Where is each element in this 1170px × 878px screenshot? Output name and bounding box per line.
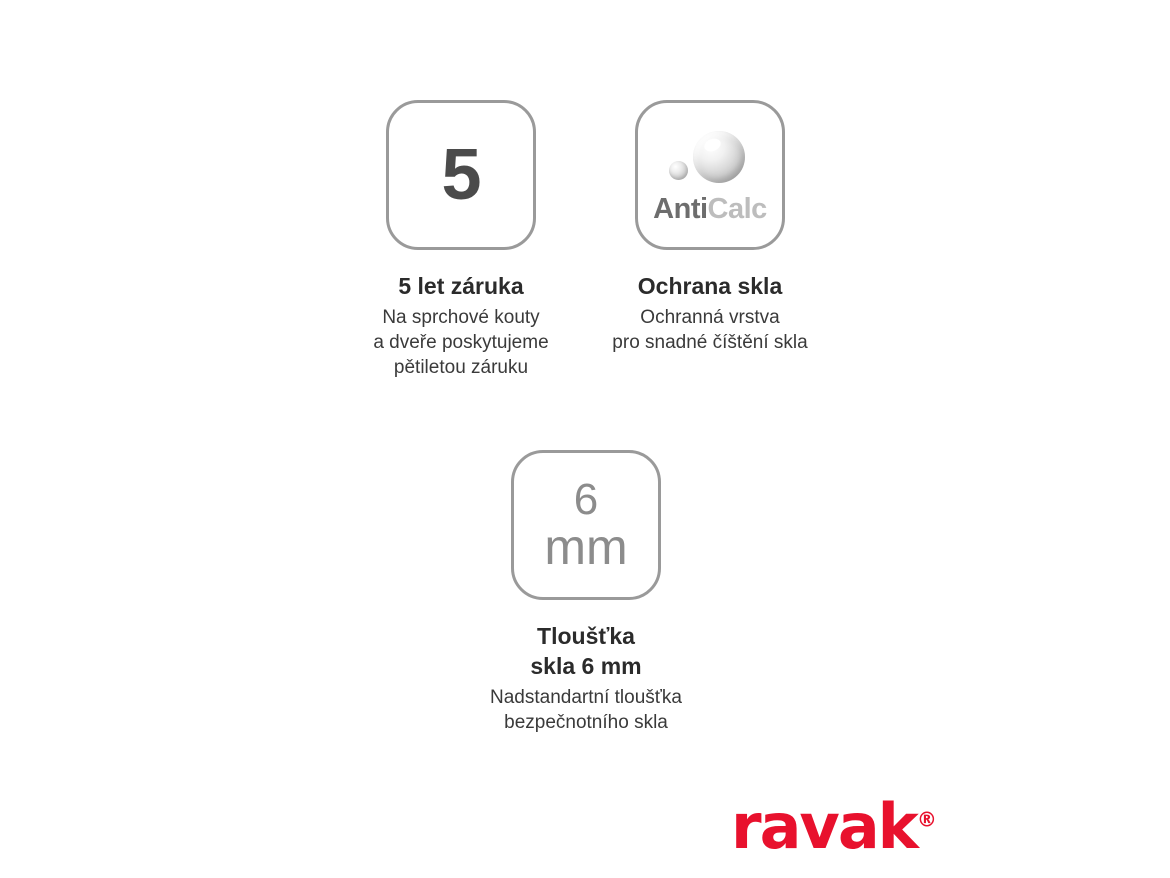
- warranty-badge-number: 5: [441, 135, 481, 215]
- thickness-badge-unit: mm: [544, 519, 628, 576]
- thickness-title: [461, 622, 711, 682]
- anticalc-graphic: [638, 103, 782, 247]
- glass-protection-description: [585, 305, 835, 355]
- warranty-description-line-1: Na sprchové kouty: [382, 306, 540, 328]
- thickness-badge: [511, 450, 661, 600]
- thickness-badge-number: 6: [573, 474, 599, 524]
- ravak-logo: [731, 790, 937, 863]
- anticalc-badge: [635, 100, 785, 250]
- water-drop-large-icon: [693, 131, 745, 183]
- glass-protection-description-line-2: pro snadné číštění skla: [612, 331, 808, 353]
- anticalc-label-calc: Calc: [707, 192, 767, 225]
- warranty-title: 5 let záruka: [398, 273, 524, 299]
- warranty-badge: [386, 100, 536, 250]
- thickness-description-line-1: Nadstandartní tloušťka: [490, 686, 682, 708]
- thickness-title-line-1: Tloušťka: [537, 623, 635, 649]
- thickness-title-line-2: skla 6 mm: [530, 652, 642, 679]
- anticalc-label-anti: Anti: [653, 192, 708, 225]
- thickness-badge-value: [544, 474, 628, 576]
- thickness-description: [461, 685, 711, 735]
- warranty-description-line-3: pětiletou záruku: [393, 357, 529, 379]
- glass-protection-description-line-1: Ochranná vrstva: [640, 306, 780, 328]
- warranty-description-line-2: a dveře poskytujeme: [373, 331, 549, 353]
- anticalc-label: [653, 193, 767, 226]
- glass-protection-title: Ochrana skla: [637, 273, 783, 299]
- feature-glass-protection: [585, 100, 835, 355]
- thickness-description-line-2: bezpečnotního skla: [504, 711, 668, 733]
- warranty-description: [336, 305, 586, 380]
- water-drop-small-icon: [669, 161, 688, 180]
- feature-warranty: [336, 100, 586, 380]
- ravak-logo-text: ravak: [731, 790, 917, 863]
- registered-trademark-icon: ®: [916, 807, 937, 832]
- feature-glass-thickness: [461, 450, 711, 735]
- water-drop-icon: [655, 125, 765, 197]
